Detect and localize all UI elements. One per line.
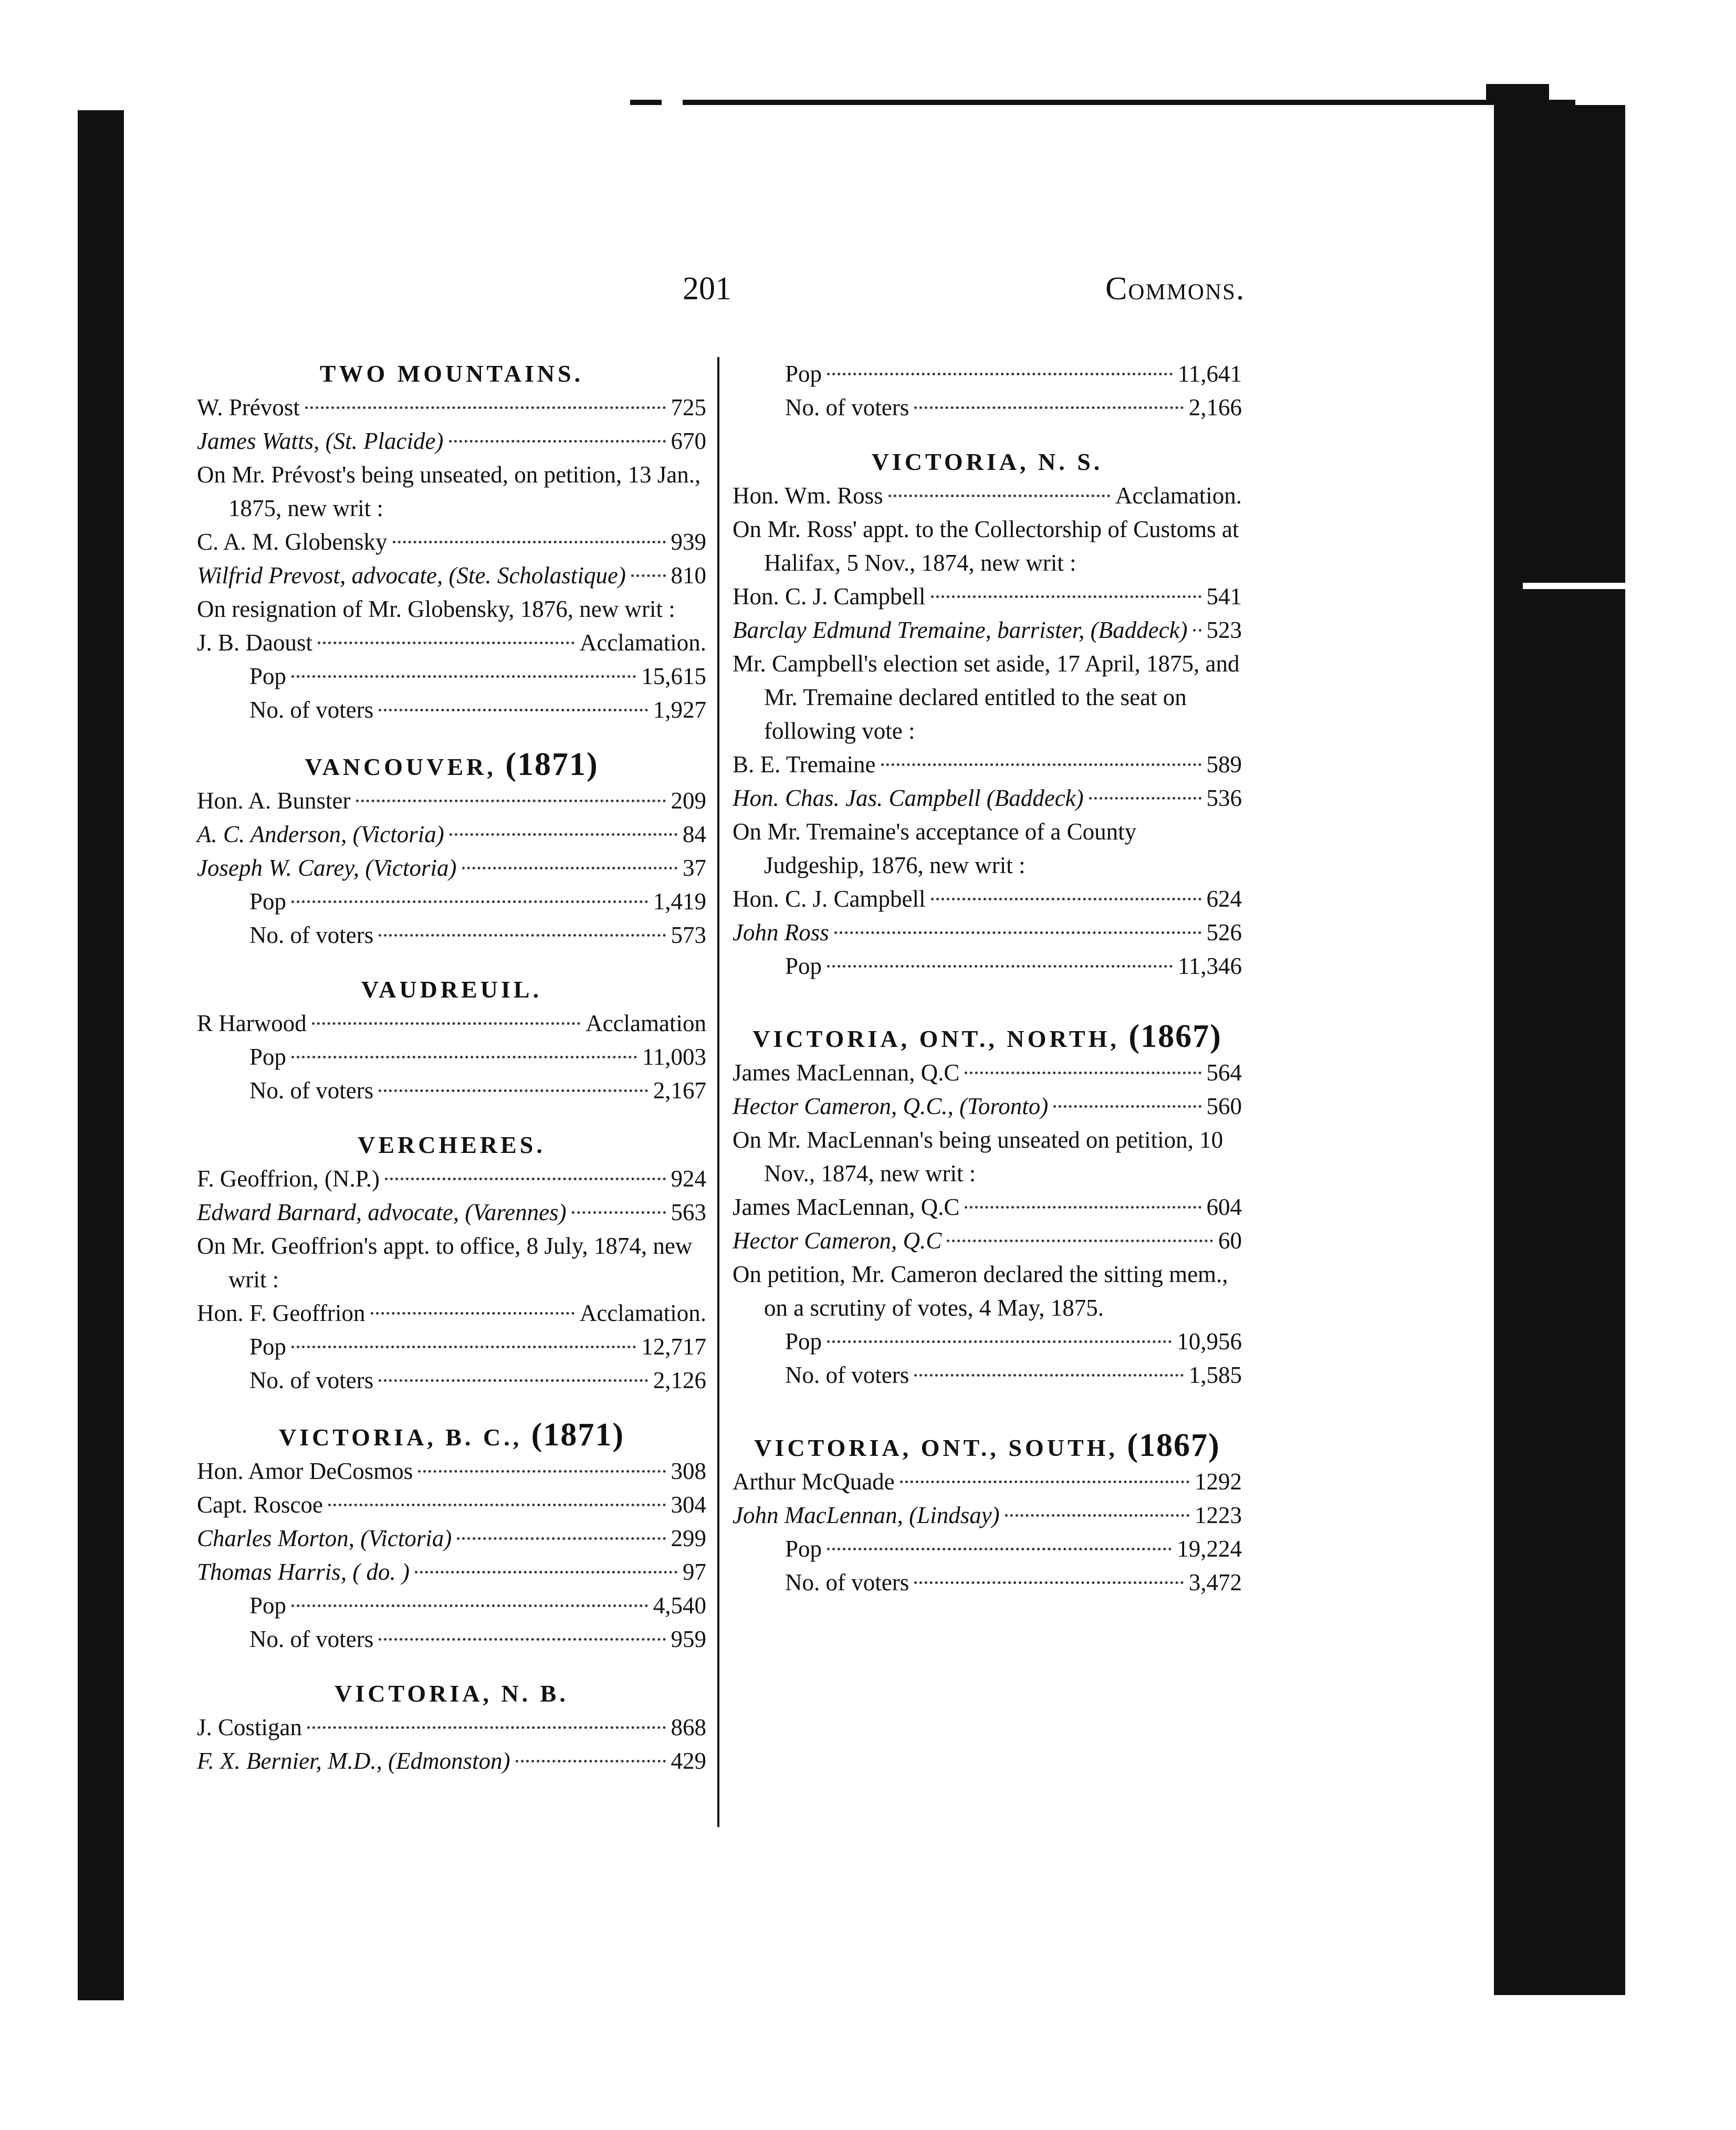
candidate-row xyxy=(197,851,706,885)
statistic-label: Pop xyxy=(785,361,822,387)
candidate-row xyxy=(197,559,706,592)
statistic-label: Pop xyxy=(249,1044,287,1070)
vote-count: 670 xyxy=(671,428,706,454)
statistic-row xyxy=(197,693,706,727)
dot-leader xyxy=(328,1504,666,1506)
vote-count: 37 xyxy=(683,855,706,881)
candidate-name: Capt. Roscoe xyxy=(197,1492,323,1518)
dot-leader xyxy=(914,406,1184,409)
candidate-row xyxy=(197,1454,706,1488)
section-gap xyxy=(733,1392,1242,1429)
candidate-name: Hon. A. Bunster xyxy=(197,788,351,814)
statistic-row xyxy=(733,391,1242,424)
candidate-name: Edward Barnard, advocate, (Varennes) xyxy=(197,1199,567,1225)
vote-count: 604 xyxy=(1206,1194,1242,1220)
vote-count: 536 xyxy=(1206,785,1242,811)
section-heading xyxy=(733,1020,1242,1056)
dot-leader xyxy=(393,541,666,543)
statistic-row xyxy=(197,885,706,918)
section-heading-text: VERCHERES. xyxy=(358,1131,546,1158)
dot-leader xyxy=(379,1638,665,1641)
candidate-name: R Harwood xyxy=(197,1010,307,1036)
election-note: On Mr. MacLennan's being unseated on petition, 10 Nov., 1874, new writ : xyxy=(733,1127,1223,1187)
vote-count: 868 xyxy=(671,1714,706,1740)
dot-leader xyxy=(947,1240,1213,1242)
statistic-value: 2,166 xyxy=(1188,394,1242,421)
scan-border-top xyxy=(683,100,1575,105)
dot-leader xyxy=(379,709,648,711)
dot-leader xyxy=(312,1022,580,1025)
candidate-row xyxy=(733,479,1242,512)
section-gap xyxy=(197,1397,706,1418)
statistic-label: Pop xyxy=(249,1334,287,1360)
candidate-name: A. C. Anderson, (Victoria) xyxy=(197,821,444,847)
section-heading-text: VAUDREUIL. xyxy=(361,976,542,1003)
statistic-label: No. of voters xyxy=(785,394,909,421)
vote-count: 299 xyxy=(671,1525,706,1551)
vote-count: 560 xyxy=(1206,1093,1242,1119)
candidate-row xyxy=(197,1296,706,1330)
dot-leader xyxy=(631,574,666,577)
candidate-row xyxy=(197,525,706,559)
column-rule xyxy=(717,357,719,1827)
dot-leader xyxy=(516,1760,666,1762)
candidate-name: Joseph W. Carey, (Victoria) xyxy=(197,855,457,881)
dot-leader xyxy=(914,1581,1184,1584)
dot-leader xyxy=(457,1537,665,1540)
vote-count: 209 xyxy=(671,788,706,814)
statistic-row xyxy=(733,1566,1242,1599)
dot-leader xyxy=(415,1571,677,1573)
statistic-value: 11,346 xyxy=(1177,953,1242,979)
candidate-row xyxy=(733,1465,1242,1498)
vote-count: 1223 xyxy=(1195,1502,1242,1528)
statistic-value: 959 xyxy=(671,1626,706,1652)
vote-count: 523 xyxy=(1206,617,1242,643)
statistic-value: 4,540 xyxy=(653,1592,706,1619)
statistic-value: 1,419 xyxy=(653,888,706,915)
section-heading xyxy=(733,445,1242,479)
election-note: Mr. Campbell's election set aside, 17 April, 1875, and Mr. Tremaine declared entitled to the seat on following vote : xyxy=(733,650,1240,744)
section-heading-year: (1867) xyxy=(1127,1428,1220,1463)
vote-count: 541 xyxy=(1206,583,1242,610)
candidate-row xyxy=(733,1056,1242,1089)
vote-count: 725 xyxy=(671,394,706,421)
section-heading xyxy=(197,357,706,391)
vote-count: 526 xyxy=(1206,919,1242,946)
candidate-name: Hon. Wm. Ross xyxy=(733,482,883,509)
dot-leader xyxy=(827,1340,1172,1343)
candidate-row xyxy=(197,784,706,817)
dot-leader xyxy=(1193,629,1201,632)
section-gap xyxy=(197,1656,706,1677)
section-heading-year: (1871) xyxy=(505,747,599,782)
dot-leader xyxy=(931,595,1201,598)
section-heading xyxy=(197,973,706,1006)
statistic-value: 12,717 xyxy=(641,1334,706,1360)
section-heading-text: VICTORIA, ONT., SOUTH, xyxy=(754,1434,1118,1461)
candidate-row xyxy=(197,424,706,458)
election-note: On Mr. Ross' appt. to the Collectorship of Customs at Halifax, 5 Nov., 1874, new writ : xyxy=(733,516,1239,576)
section-gap xyxy=(197,1107,706,1128)
section-heading xyxy=(197,1128,706,1162)
scan-border-top xyxy=(630,100,662,105)
section-gap xyxy=(733,424,1242,445)
section-heading xyxy=(733,1429,1242,1465)
candidate-row xyxy=(197,1711,706,1744)
candidate-name: Thomas Harris, ( do. ) xyxy=(197,1559,410,1585)
candidate-name: F. X. Bernier, M.D., (Edmonston) xyxy=(197,1748,510,1774)
statistic-label: No. of voters xyxy=(249,1367,374,1393)
statistic-row xyxy=(733,949,1242,983)
scan-smudge xyxy=(1486,84,1549,105)
candidate-name: Hector Cameron, Q.C., (Toronto) xyxy=(733,1093,1049,1119)
section-heading xyxy=(197,1418,706,1454)
candidate-row xyxy=(197,1195,706,1229)
candidate-name: Charles Morton, (Victoria) xyxy=(197,1525,452,1551)
dot-leader xyxy=(379,1379,648,1382)
vote-count: 97 xyxy=(683,1559,706,1585)
dot-leader xyxy=(834,931,1201,934)
dot-leader xyxy=(827,373,1173,375)
statistic-label: Pop xyxy=(785,953,822,979)
section-heading xyxy=(197,748,706,784)
right-column xyxy=(733,357,1242,1599)
dot-leader xyxy=(291,1056,637,1058)
dot-leader xyxy=(449,440,666,443)
statistic-label: No. of voters xyxy=(249,1626,374,1652)
statistic-row xyxy=(197,659,706,693)
vote-count: 564 xyxy=(1206,1059,1242,1086)
section-gap xyxy=(197,952,706,973)
vote-count: 810 xyxy=(671,562,706,589)
dot-leader xyxy=(307,1726,665,1729)
statistic-label: No. of voters xyxy=(249,697,374,723)
section-heading-text: VICTORIA, ONT., NORTH, xyxy=(752,1025,1120,1052)
candidate-row xyxy=(733,1498,1242,1532)
statistic-label: No. of voters xyxy=(785,1569,909,1596)
statistic-row xyxy=(197,1363,706,1397)
candidate-name: C. A. M. Globensky xyxy=(197,529,388,555)
candidate-row xyxy=(197,1555,706,1589)
vote-count: 84 xyxy=(683,821,706,847)
statistic-row xyxy=(733,1325,1242,1358)
statistic-row xyxy=(733,1532,1242,1566)
vote-count: 429 xyxy=(671,1748,706,1774)
statistic-value: 2,167 xyxy=(653,1077,706,1104)
section-heading-text: VICTORIA, N. S. xyxy=(871,448,1103,475)
dot-leader xyxy=(356,800,666,802)
election-note: On Mr. Geoffrion's appt. to office, 8 July, 1874, new writ : xyxy=(197,1233,693,1293)
dot-leader xyxy=(291,1604,648,1607)
scan-border-right xyxy=(1494,105,1625,1995)
candidate-name: Hon. C. J. Campbell xyxy=(733,886,926,912)
dot-leader xyxy=(888,495,1110,497)
vote-count: 563 xyxy=(671,1199,706,1225)
section-gap xyxy=(197,727,706,748)
left-column xyxy=(197,357,706,1778)
candidate-name: Hon. Chas. Jas. Campbell (Baddeck) xyxy=(733,785,1084,811)
candidate-name: Hon. F. Geoffrion xyxy=(197,1300,365,1326)
candidate-name: Wilfrid Prevost, advocate, (Ste. Scholastique) xyxy=(197,562,626,589)
statistic-value: 19,224 xyxy=(1177,1536,1242,1562)
statistic-value: 10,956 xyxy=(1177,1328,1242,1355)
statistic-label: No. of voters xyxy=(249,1077,374,1104)
section-heading-year: (1867) xyxy=(1128,1019,1222,1054)
vote-count: Acclamation. xyxy=(579,629,706,656)
dot-leader xyxy=(291,675,636,678)
dot-leader xyxy=(318,642,574,644)
candidate-name: F. Geoffrion, (N.P.) xyxy=(197,1166,380,1192)
dot-leader xyxy=(914,1374,1184,1377)
dot-leader xyxy=(291,900,648,903)
vote-count: 60 xyxy=(1218,1227,1242,1254)
election-note: On resignation of Mr. Globensky, 1876, new writ : xyxy=(197,596,675,622)
candidate-row xyxy=(197,1006,706,1040)
section-heading xyxy=(197,1677,706,1711)
candidate-row xyxy=(733,613,1242,647)
candidate-row xyxy=(733,1190,1242,1224)
statistic-value: 3,472 xyxy=(1188,1569,1242,1596)
candidate-name: Hector Cameron, Q.C xyxy=(733,1227,942,1254)
candidate-row xyxy=(197,626,706,659)
candidate-name: J. Costigan xyxy=(197,1714,302,1740)
section-gap xyxy=(733,983,1242,1020)
candidate-row xyxy=(733,882,1242,916)
candidate-row xyxy=(733,580,1242,613)
election-note: On Mr. Prévost's being unseated, on petition, 13 Jan., 1875, new writ : xyxy=(197,461,701,521)
section-heading-text: VICTORIA, N. B. xyxy=(334,1680,569,1707)
candidate-name: James MacLennan, Q.C xyxy=(733,1194,960,1220)
dot-leader xyxy=(418,1470,665,1473)
statistic-row xyxy=(197,1040,706,1074)
election-note: On Mr. Tremaine's acceptance of a County Judgeship, 1876, new writ : xyxy=(733,819,1137,878)
running-title: Commons. xyxy=(1105,271,1246,307)
dot-leader xyxy=(881,763,1201,766)
candidate-name: Hon. Amor DeCosmos xyxy=(197,1458,413,1484)
dot-leader xyxy=(1089,797,1201,800)
statistic-row xyxy=(197,1589,706,1622)
statistic-label: Pop xyxy=(249,1592,287,1619)
candidate-name: John MacLennan, (Lindsay) xyxy=(733,1502,1000,1528)
dot-leader xyxy=(572,1211,666,1214)
candidate-row xyxy=(733,1224,1242,1257)
dot-leader xyxy=(827,1548,1172,1550)
candidate-row xyxy=(733,781,1242,815)
dot-leader xyxy=(827,965,1173,968)
dot-leader xyxy=(385,1178,665,1180)
scan-border-left xyxy=(78,110,124,2000)
vote-count: Acclamation. xyxy=(579,1300,706,1326)
election-note: On petition, Mr. Cameron declared the sitting mem., on a scrutiny of votes, 4 May, 1875. xyxy=(733,1261,1228,1321)
vote-count: 308 xyxy=(671,1458,706,1484)
dot-leader xyxy=(900,1481,1189,1483)
candidate-name: James MacLennan, Q.C xyxy=(733,1059,960,1086)
vote-count: Acclamation. xyxy=(1115,482,1242,509)
statistic-value: 11,003 xyxy=(642,1044,706,1070)
candidate-row xyxy=(733,916,1242,949)
statistic-row xyxy=(197,1330,706,1363)
vote-count: 939 xyxy=(671,529,706,555)
section-heading-text: TWO MOUNTAINS. xyxy=(319,360,584,387)
statistic-row xyxy=(197,918,706,952)
dot-leader xyxy=(462,867,678,869)
candidate-row xyxy=(197,817,706,851)
vote-count: 1292 xyxy=(1195,1468,1242,1495)
candidate-name: Barclay Edmund Tremaine, barrister, (Baddeck) xyxy=(733,617,1188,643)
candidate-row xyxy=(197,1522,706,1555)
candidate-name: B. E. Tremaine xyxy=(733,751,876,778)
dot-leader xyxy=(965,1206,1201,1209)
statistic-value: 15,615 xyxy=(641,663,706,689)
statistic-value: 1,585 xyxy=(1188,1362,1242,1388)
dot-leader xyxy=(379,934,665,937)
statistic-label: No. of voters xyxy=(249,922,374,948)
page-number: 201 xyxy=(683,271,731,307)
candidate-name: J. B. Daoust xyxy=(197,629,313,656)
candidate-name: Arthur McQuade xyxy=(733,1468,895,1495)
vote-count: 589 xyxy=(1206,751,1242,778)
candidate-name: W. Prévost xyxy=(197,394,300,421)
dot-leader xyxy=(1005,1514,1189,1517)
statistic-value: 11,641 xyxy=(1177,361,1242,387)
vote-count: 624 xyxy=(1206,886,1242,912)
statistic-row xyxy=(197,1074,706,1107)
vote-count: Acclamation xyxy=(585,1010,706,1036)
candidate-row xyxy=(733,748,1242,781)
statistic-row xyxy=(733,357,1242,391)
section-heading-text: VANCOUVER, xyxy=(305,753,496,780)
candidate-row xyxy=(197,1744,706,1778)
statistic-value: 1,927 xyxy=(653,697,706,723)
statistic-label: Pop xyxy=(249,888,287,915)
candidate-row xyxy=(197,1162,706,1195)
dot-leader xyxy=(1053,1105,1201,1108)
scan-border-notch xyxy=(1523,583,1625,589)
dot-leader xyxy=(379,1089,648,1092)
dot-leader xyxy=(291,1346,636,1348)
statistic-row xyxy=(197,1622,706,1656)
dot-leader xyxy=(965,1072,1201,1074)
statistic-value: 2,126 xyxy=(653,1367,706,1393)
candidate-name: Hon. C. J. Campbell xyxy=(733,583,926,610)
dot-leader xyxy=(371,1312,574,1315)
statistic-label: Pop xyxy=(785,1328,822,1355)
statistic-label: No. of voters xyxy=(785,1362,909,1388)
statistic-label: Pop xyxy=(249,663,287,689)
vote-count: 304 xyxy=(671,1492,706,1518)
statistic-row xyxy=(733,1358,1242,1392)
section-heading-text: VICTORIA, B. C., xyxy=(278,1424,522,1451)
section-heading-year: (1871) xyxy=(531,1417,624,1453)
dot-leader xyxy=(305,406,666,409)
candidate-row xyxy=(733,1089,1242,1123)
statistic-value: 573 xyxy=(671,922,706,948)
dot-leader xyxy=(449,833,677,836)
vote-count: 924 xyxy=(671,1166,706,1192)
dot-leader xyxy=(931,898,1201,900)
statistic-label: Pop xyxy=(785,1536,822,1562)
candidate-name: John Ross xyxy=(733,919,829,946)
candidate-row xyxy=(197,1488,706,1522)
candidate-name: James Watts, (St. Placide) xyxy=(197,428,444,454)
candidate-row xyxy=(197,391,706,424)
